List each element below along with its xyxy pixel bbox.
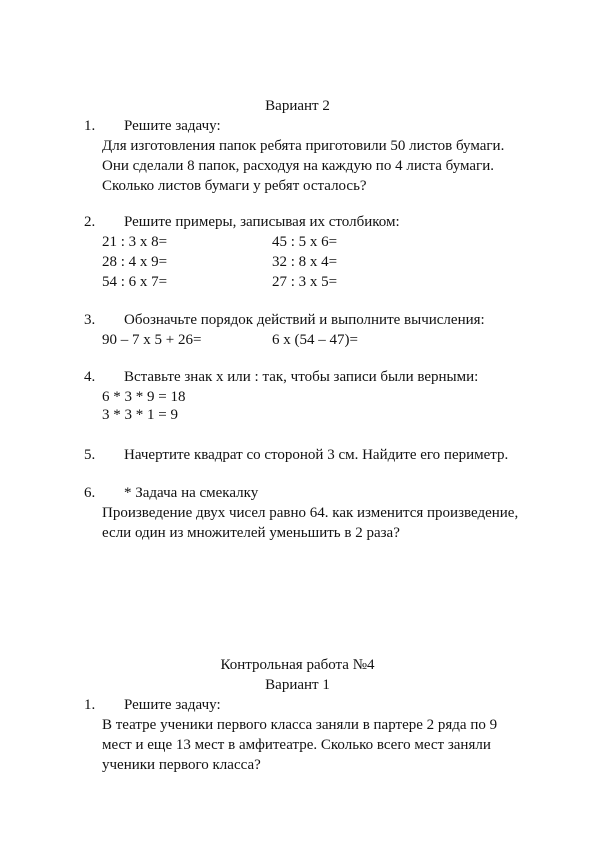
test-4-task-1-number: 1. (84, 697, 96, 713)
task-5-heading: Начертите квадрат со стороной 3 см. Найдите его периметр. (124, 447, 509, 463)
task-3-expression-right: 6 х (54 – 47)= (272, 332, 358, 348)
task-4-number: 4. (84, 369, 96, 385)
task-2-example-left: 28 : 4 х 9= (102, 254, 168, 270)
task-6-number: 6. (84, 485, 96, 501)
task-3-number: 3. (84, 312, 96, 328)
task-1-line-2: Они сделали 8 папок, расходуя на каждую по 4 листа бумаги. (102, 158, 494, 174)
variant-1-title: Вариант 1 (265, 677, 330, 693)
task-2-number: 2. (84, 214, 96, 230)
test-4-task-1-heading: Решите задачу: (124, 697, 221, 713)
task-4-line-2: 3 * 3 * 1 = 9 (102, 407, 178, 423)
task-4-line-1: 6 * 3 * 9 = 18 (102, 389, 186, 405)
task-2-example-right: 45 : 5 х 6= (272, 234, 338, 250)
task-2-heading: Решите примеры, записывая их столбиком: (124, 214, 400, 230)
task-2-example-right: 27 : 3 х 5= (272, 274, 338, 290)
task-1-heading: Решите задачу: (124, 118, 221, 134)
task-3-heading: Обозначьте порядок действий и выполните вычисления: (124, 312, 485, 328)
test-4-task-1-line-2: мест и еще 13 мест в амфитеатре. Сколько всего мест заняли (102, 737, 491, 753)
test-4-title: Контрольная работа №4 (220, 657, 375, 673)
task-1-line-3: Сколько листов бумаги у ребят осталось? (102, 178, 367, 194)
task-6-line-1: Произведение двух чисел равно 64. как изменится произведение, (102, 505, 519, 521)
task-3-expression-left: 90 – 7 х 5 + 26= (102, 332, 202, 348)
task-2-example-right: 32 : 8 х 4= (272, 254, 338, 270)
task-4-heading: Вставьте знак х или : так, чтобы записи были верными: (124, 369, 479, 385)
variant-2-title: Вариант 2 (265, 98, 330, 114)
test-4-task-1-line-3: ученики первого класса? (102, 757, 261, 773)
task-1-number: 1. (84, 118, 96, 134)
task-6-heading: * Задача на смекалку (124, 485, 259, 501)
test-4-task-1-line-1: В театре ученики первого класса заняли в партере 2 ряда по 9 (102, 717, 498, 733)
task-1-line-1: Для изготовления папок ребята приготовили 50 листов бумаги. (102, 138, 505, 154)
task-2-example-left: 21 : 3 х 8= (102, 234, 168, 250)
task-5-number: 5. (84, 447, 96, 463)
task-6-line-2: если один из множителей уменьшить в 2 раза? (102, 525, 400, 541)
task-2-example-left: 54 : 6 х 7= (102, 274, 168, 290)
